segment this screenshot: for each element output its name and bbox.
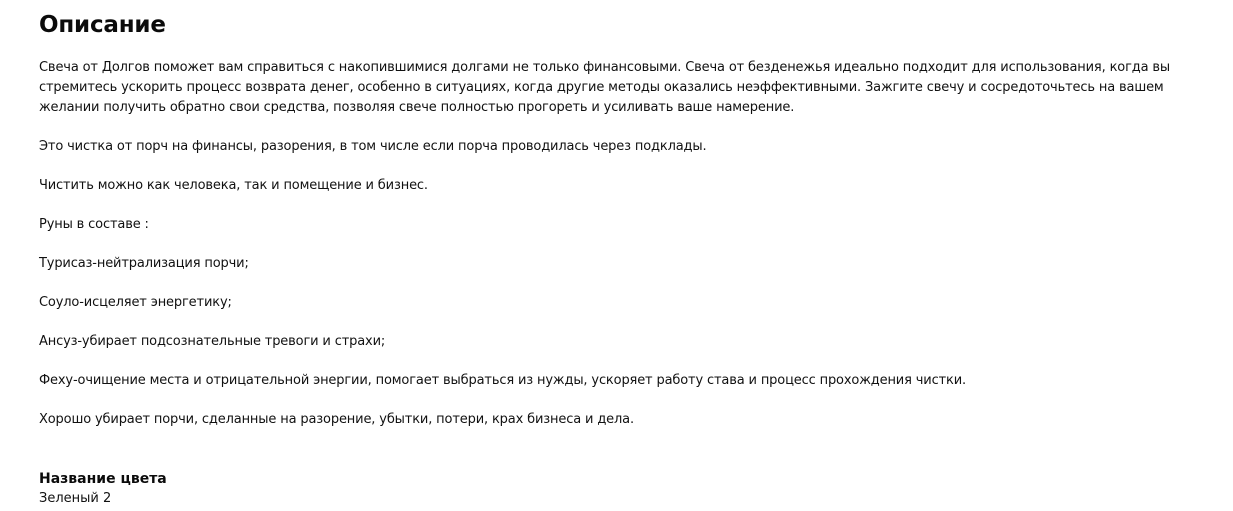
rune-item-ansuz: Ансуз-убирает подсознательные тревоги и страхи; (39, 334, 386, 349)
color-name-value: Зеленый 2 (39, 491, 112, 506)
description-paragraph-summary: Хорошо убирает порчи, сделанные на разорение, убытки, потери, крах бизнеса и дела. (39, 412, 634, 427)
description-paragraph-intro: Свеча от Долгов поможет вам справиться с накопившимися долгами не только финансовыми. Свеча от безденежья идеально подходит для использования, когда вы стремитесь ускорить процесс возврата денег, особенно в ситуациях, когда другие методы оказались неэффективными. Зажгите свечу и сосредоточьтесь на вашем желании получить обратно свои средства, позволяя свече полностью прогореть и усиливать ваше намерение. (39, 60, 1171, 115)
description-paragraph-targets: Чистить можно как человека, так и помещение и бизнес. (39, 178, 428, 193)
rune-item-soulo: Соуло-исцеляет энергетику; (39, 295, 232, 310)
rune-item-turisaz: Турисаз-нейтрализация порчи; (39, 256, 249, 271)
runes-heading: Руны в составе : (39, 217, 149, 232)
description-section (39, 9, 1199, 506)
color-name-heading: Название цвета (39, 471, 167, 487)
description-paragraph-cleansing: Это чистка от порч на финансы, разорения, в том числе если порча проводилась через подклады. (39, 139, 707, 154)
rune-item-fehu: Феху-очищение места и отрицательной энергии, помогает выбраться из нужды, ускоряет работу става и процесс прохождения чистки. (39, 373, 966, 388)
description-title: Описание (39, 12, 166, 38)
